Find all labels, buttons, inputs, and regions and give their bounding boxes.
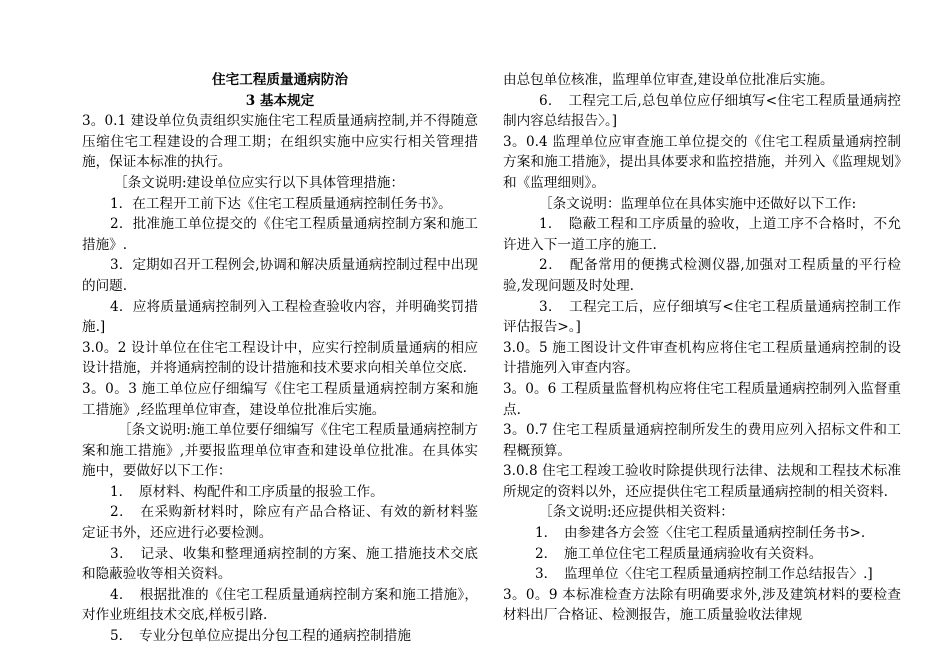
note-3-0-1-item-2: 2．批准施工单位提交的《住宅工程质量通病控制方案和施工措施》. (82, 216, 478, 253)
note-3-0-4-item-2: 2． 配备常用的便携式检测仪器,加强对工程质量的平行检验,发现问题及时处理. (503, 257, 901, 294)
clause-3-0-9: 3。0。9 本标准检查方法除有明确要求外,涉及建筑材料的要检查材料出厂合格证、检测报告，施工质量验收法律规 (503, 586, 901, 624)
right-column (503, 70, 901, 626)
note-3-0-3-item-2: 2． 在采购新材料时，除应有产品合格证、有效的新材料鉴定证书外，还应进行必要检测。 (82, 504, 478, 542)
clause-3-0-7: 3。0.7 住宅工程质量通病控制所发生的费用应列入招标文件和工程概预算。 (503, 422, 901, 459)
clause-3-0-8: 3.0.8 住宅工程竣工验收时除提供现行法律、法规和工程技术标准所规定的资料以外，还应提供住宅工程质量通病控制的相关资料. (503, 463, 901, 500)
note-3-0-3-item-3: 3． 记录、收集和整理通病控制的方案、施工措施技术交底和隐蔽验收等相关资料。 (82, 545, 478, 583)
note-3-0-3-item-5-cont: 由总包单位核准，监理单位审查,建设单位批准后实施。 (503, 72, 834, 88)
note-3-0-3-item-4: 4． 根据批准的《住宅工程质量通病控制方案和施工措施》，对作业班组技术交底,样板引路. (82, 586, 478, 624)
clause-3-0-2: 3.0。2 设计单位在住宅工程设计中，应实行控制质量通病的相应设计措施，并将通病控制的设计措施和技术要求向相关单位交底. (82, 339, 478, 377)
note-3-0-8-intro: ［条文说明:还应提供相关资料： (539, 504, 734, 521)
note-3-0-8-item-1: 1． 由参建各方会签〈住宅工程质量通病控制任务书>. (535, 525, 866, 542)
note-3-0-3-intro: ［条文说明:施工单位要仔细编写《住宅工程质量通病控制方案和施工措施》,并要报监理单位审查和建设单位批准。在具体实施中，要做好以下工作： (82, 422, 478, 480)
note-3-0-1-item-1: 1．在工程开工前下达《住宅工程质量通病控制任务书》。 (110, 195, 452, 212)
note-3-0-1-item-3: 3．定期如召开工程例会,协调和解决质量通病控制过程中出现的问题. (82, 257, 478, 294)
left-column (82, 70, 478, 647)
note-3-0-4-item-3: 3． 工程完工后，应仔细填写<住宅工程质量通病控制工作评估报告>。] (503, 298, 901, 336)
note-3-0-3-item-6: 6． 工程完工后,总包单位应仔细填写<住宅工程质量通病控制内容总结报告〉。] (503, 92, 901, 130)
clause-3-0-6: 3。0。6 工程质量监督机构应将住宅工程质量通病控制列入监督重点. (503, 380, 901, 418)
clause-3-0-5: 3.0。5 施工图设计文件审查机构应将住宅工程质量通病控制的设计措施列入审查内容。 (503, 339, 901, 377)
clause-3-0-1: 3。0.1 建设单位负责组织实施住宅工程质量通病控制,并不得随意压缩住宅工程建设的合理工期；在组织实施中应实行相关管理措施，保证本标准的执行。 (82, 113, 478, 171)
note-3-0-8-item-2: 2． 施工单位住宅工程质量通病验收有关资料。 (535, 545, 823, 562)
section-heading: 3 基本规定 (245, 92, 315, 109)
note-3-0-3-item-1: 1． 原材料、构配件和工序质量的报验工作。 (110, 483, 384, 500)
clause-3-0-3: 3。0。3 施工单位应仔细编写《住宅工程质量通病控制方案和施工措施》,经监理单位审查，建设单位批准后实施。 (82, 380, 478, 418)
note-3-0-1-intro: ［条文说明:建设单位应实行以下具体管理措施： (114, 174, 405, 191)
note-3-0-4-intro: ［条文说明：监理单位在具体实施中还做好以下工作: (539, 195, 857, 212)
note-3-0-1-item-4: 4．应将质量通病控制列入工程检查验收内容，并明确奖罚措施.] (82, 298, 478, 336)
document-title: 住宅工程质量通病防治 (212, 72, 348, 88)
note-3-0-4-item-1: 1． 隐蔽工程和工序质量的验收，上道工序不合格时，不允许进入下一道工序的施工. (503, 216, 901, 253)
note-3-0-8-item-3: 3． 监理单位〈住宅工程质量通病控制工作总结报告〉.] (535, 566, 873, 583)
note-3-0-3-item-5: 5． 专业分包单位应提出分包工程的通病控制措施 (110, 628, 411, 645)
clause-3-0-4: 3。0.4 监理单位应审查施工单位提交的《住宅工程质量通病控制方案和施工措施》，提出具体要求和监控措施，并列入《监理规划》和《监理细则》。 (503, 133, 901, 191)
